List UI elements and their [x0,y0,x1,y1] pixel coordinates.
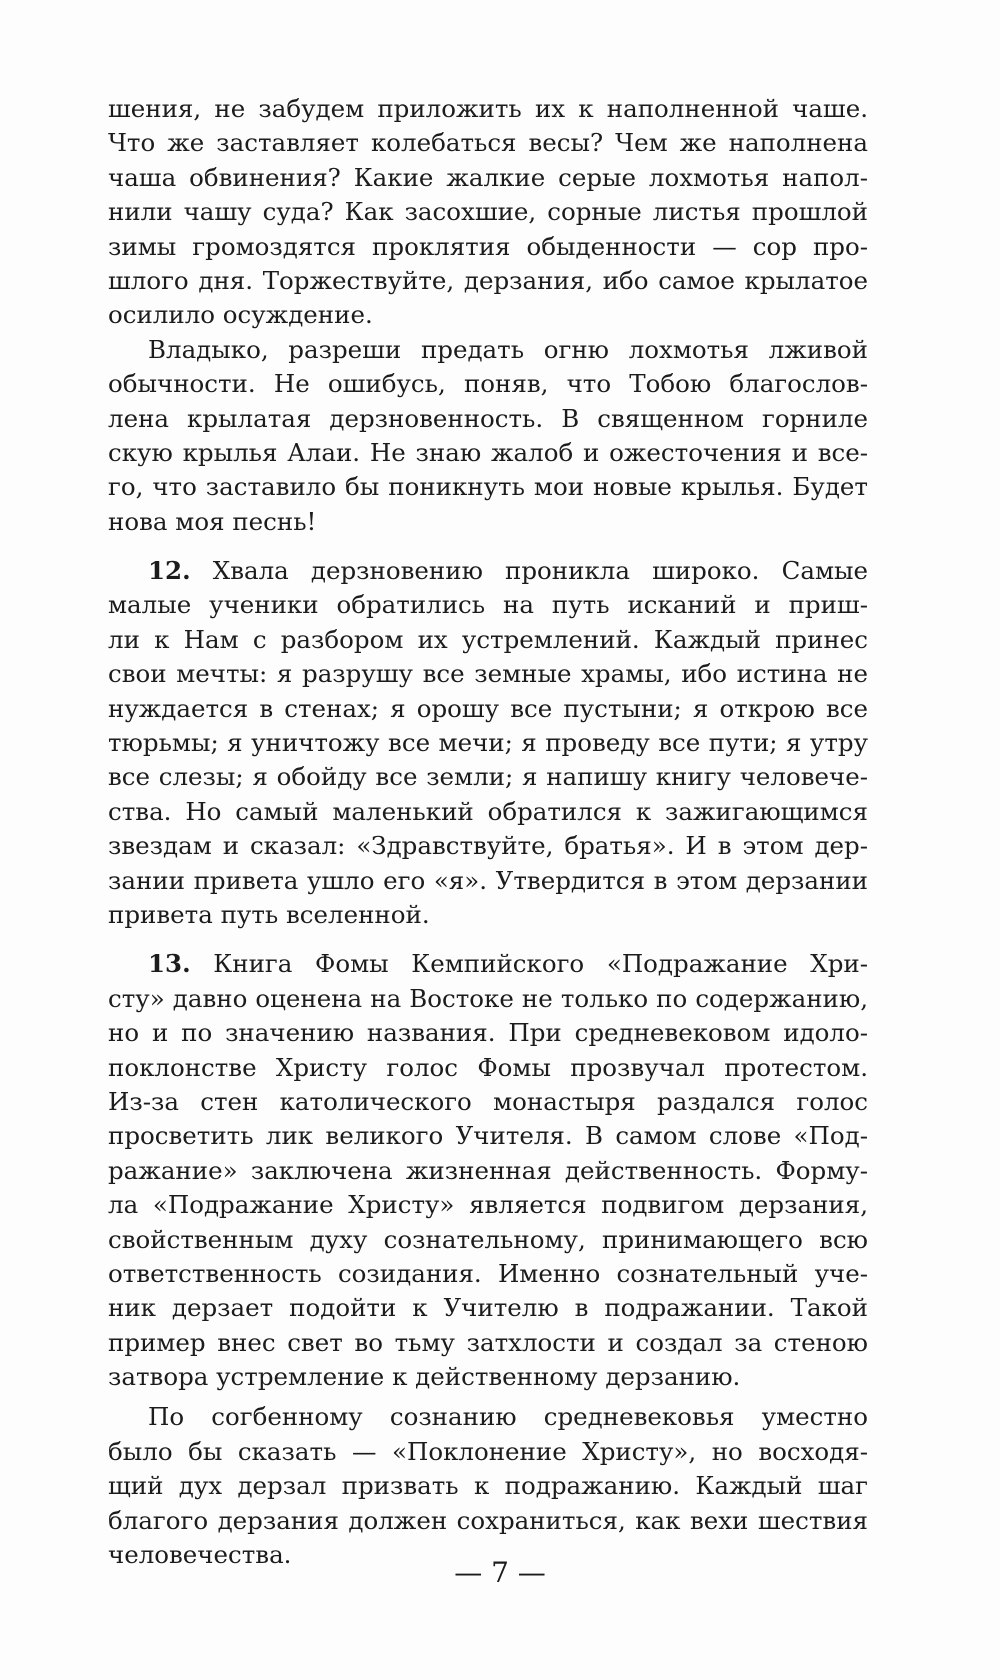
text-line: обычности. Не ошибусь, поняв, что Тобою благослов- [108,369,868,399]
text-line: благого дерзания должен сохраниться, как вехи шествия [108,1505,868,1535]
text-line: сту» давно оценена на Востоке не только по содержанию, [108,983,868,1013]
page-body-text [108,92,868,1572]
text-line: звездам и сказал: «Здравствуйте, братья». И в этом дер- [108,831,868,861]
text-line: Книга Фомы Кемпийского «Подражание Хри- [213,949,868,979]
text-line: ответственность созидания. Именно сознательный уче- [108,1258,868,1288]
text-line: затвора устремление к действенному дерзанию. [108,1362,741,1392]
text-line: тюрьмы; я уничтожу все мечи; я проведу все пути; я утру [108,728,868,758]
paragraph-number: 13. [148,949,191,979]
text-line: го, что заставило бы поникнуть мои новые крылья. Будет [108,472,868,502]
text-line: свойственным духу сознательному, принимающего всю [108,1224,868,1254]
text-line: нили чашу суда? Как засохшие, сорные листья прошлой [108,197,868,227]
page-number: — 7 — [454,1556,546,1589]
text-line: ник дерзает подойти к Учителю в подражании. Такой [108,1293,868,1323]
text-line: просветить лик великого Учителя. В самом слове «Под- [108,1121,868,1151]
text-line: Хвала дерзновению проникла широко. Самые [212,556,868,586]
text-line: нова моя песнь! [108,506,317,536]
text-line: привета путь вселенной. [108,899,430,929]
text-line: малые ученики обратились на путь исканий и приш- [108,590,868,620]
text-line: все слезы; я обойду все земли; я напишу книгу человече- [108,762,868,792]
text-line: По согбенному сознанию средневековья уместно [148,1402,868,1432]
text-line: Владыко, разреши предать огню лохмотья лживой [148,334,868,364]
text-line: зимы громоздятся проклятия обыденности — сор про- [108,231,868,261]
text-line: щий дух дерзал призвать к подражанию. Каждый шаг [108,1471,868,1501]
text-line: зании привета ушло его «я». Утвердится в этом дерзании [108,865,868,895]
text-line: шения, не забудем приложить их к наполненной чаше. [108,94,868,123]
text-line: поклонстве Христу голос Фомы прозвучал протестом. [108,1052,868,1082]
text-line: ства. Но самый маленький обратился к зажигающимся [108,796,868,826]
text-line: чаша обвинения? Какие жалкие серые лохмотья напол- [108,162,868,192]
text-line: Из-за стен католического монастыря раздался голос [108,1086,868,1116]
text-line: нуждается в стенах; я орошу все пустыни; я открою все [108,693,868,723]
text-line: шлого дня. Торжествуйте, дерзания, ибо самое крылатое [108,265,868,295]
numbered-paragraph-first-line [108,554,868,588]
text-line: скую крылья Алаи. Не знаю жалоб и ожесточения и все- [108,437,868,467]
text-line: ла «Подражание Христу» является подвигом дерзания, [108,1190,868,1220]
text-line: ли к Нам с разбором их устремлений. Каждый принес [108,624,868,654]
paragraph-number: 12. [148,556,191,586]
text-line: но и по значению названия. При средневековом идоло- [108,1018,868,1048]
numbered-paragraph-first-line [108,947,868,981]
text-line: ражание» заключена жизненная действенность. Форму- [108,1155,868,1185]
text-line: свои мечты: я разрушу все земные храмы, ибо истина не [108,659,868,689]
text-line: пример внес свет во тьму затхлости и создал за стеною [108,1327,868,1357]
text-line: человечества. [108,1540,292,1570]
text-line: Что же заставляет колебаться весы? Чем же наполнена [108,128,868,158]
text-line: было бы сказать — «Поклонение Христу», но восходя- [108,1436,868,1466]
text-line: осилило осуждение. [108,300,373,330]
text-line: лена крылатая дерзновенность. В священном горниле [108,403,868,433]
